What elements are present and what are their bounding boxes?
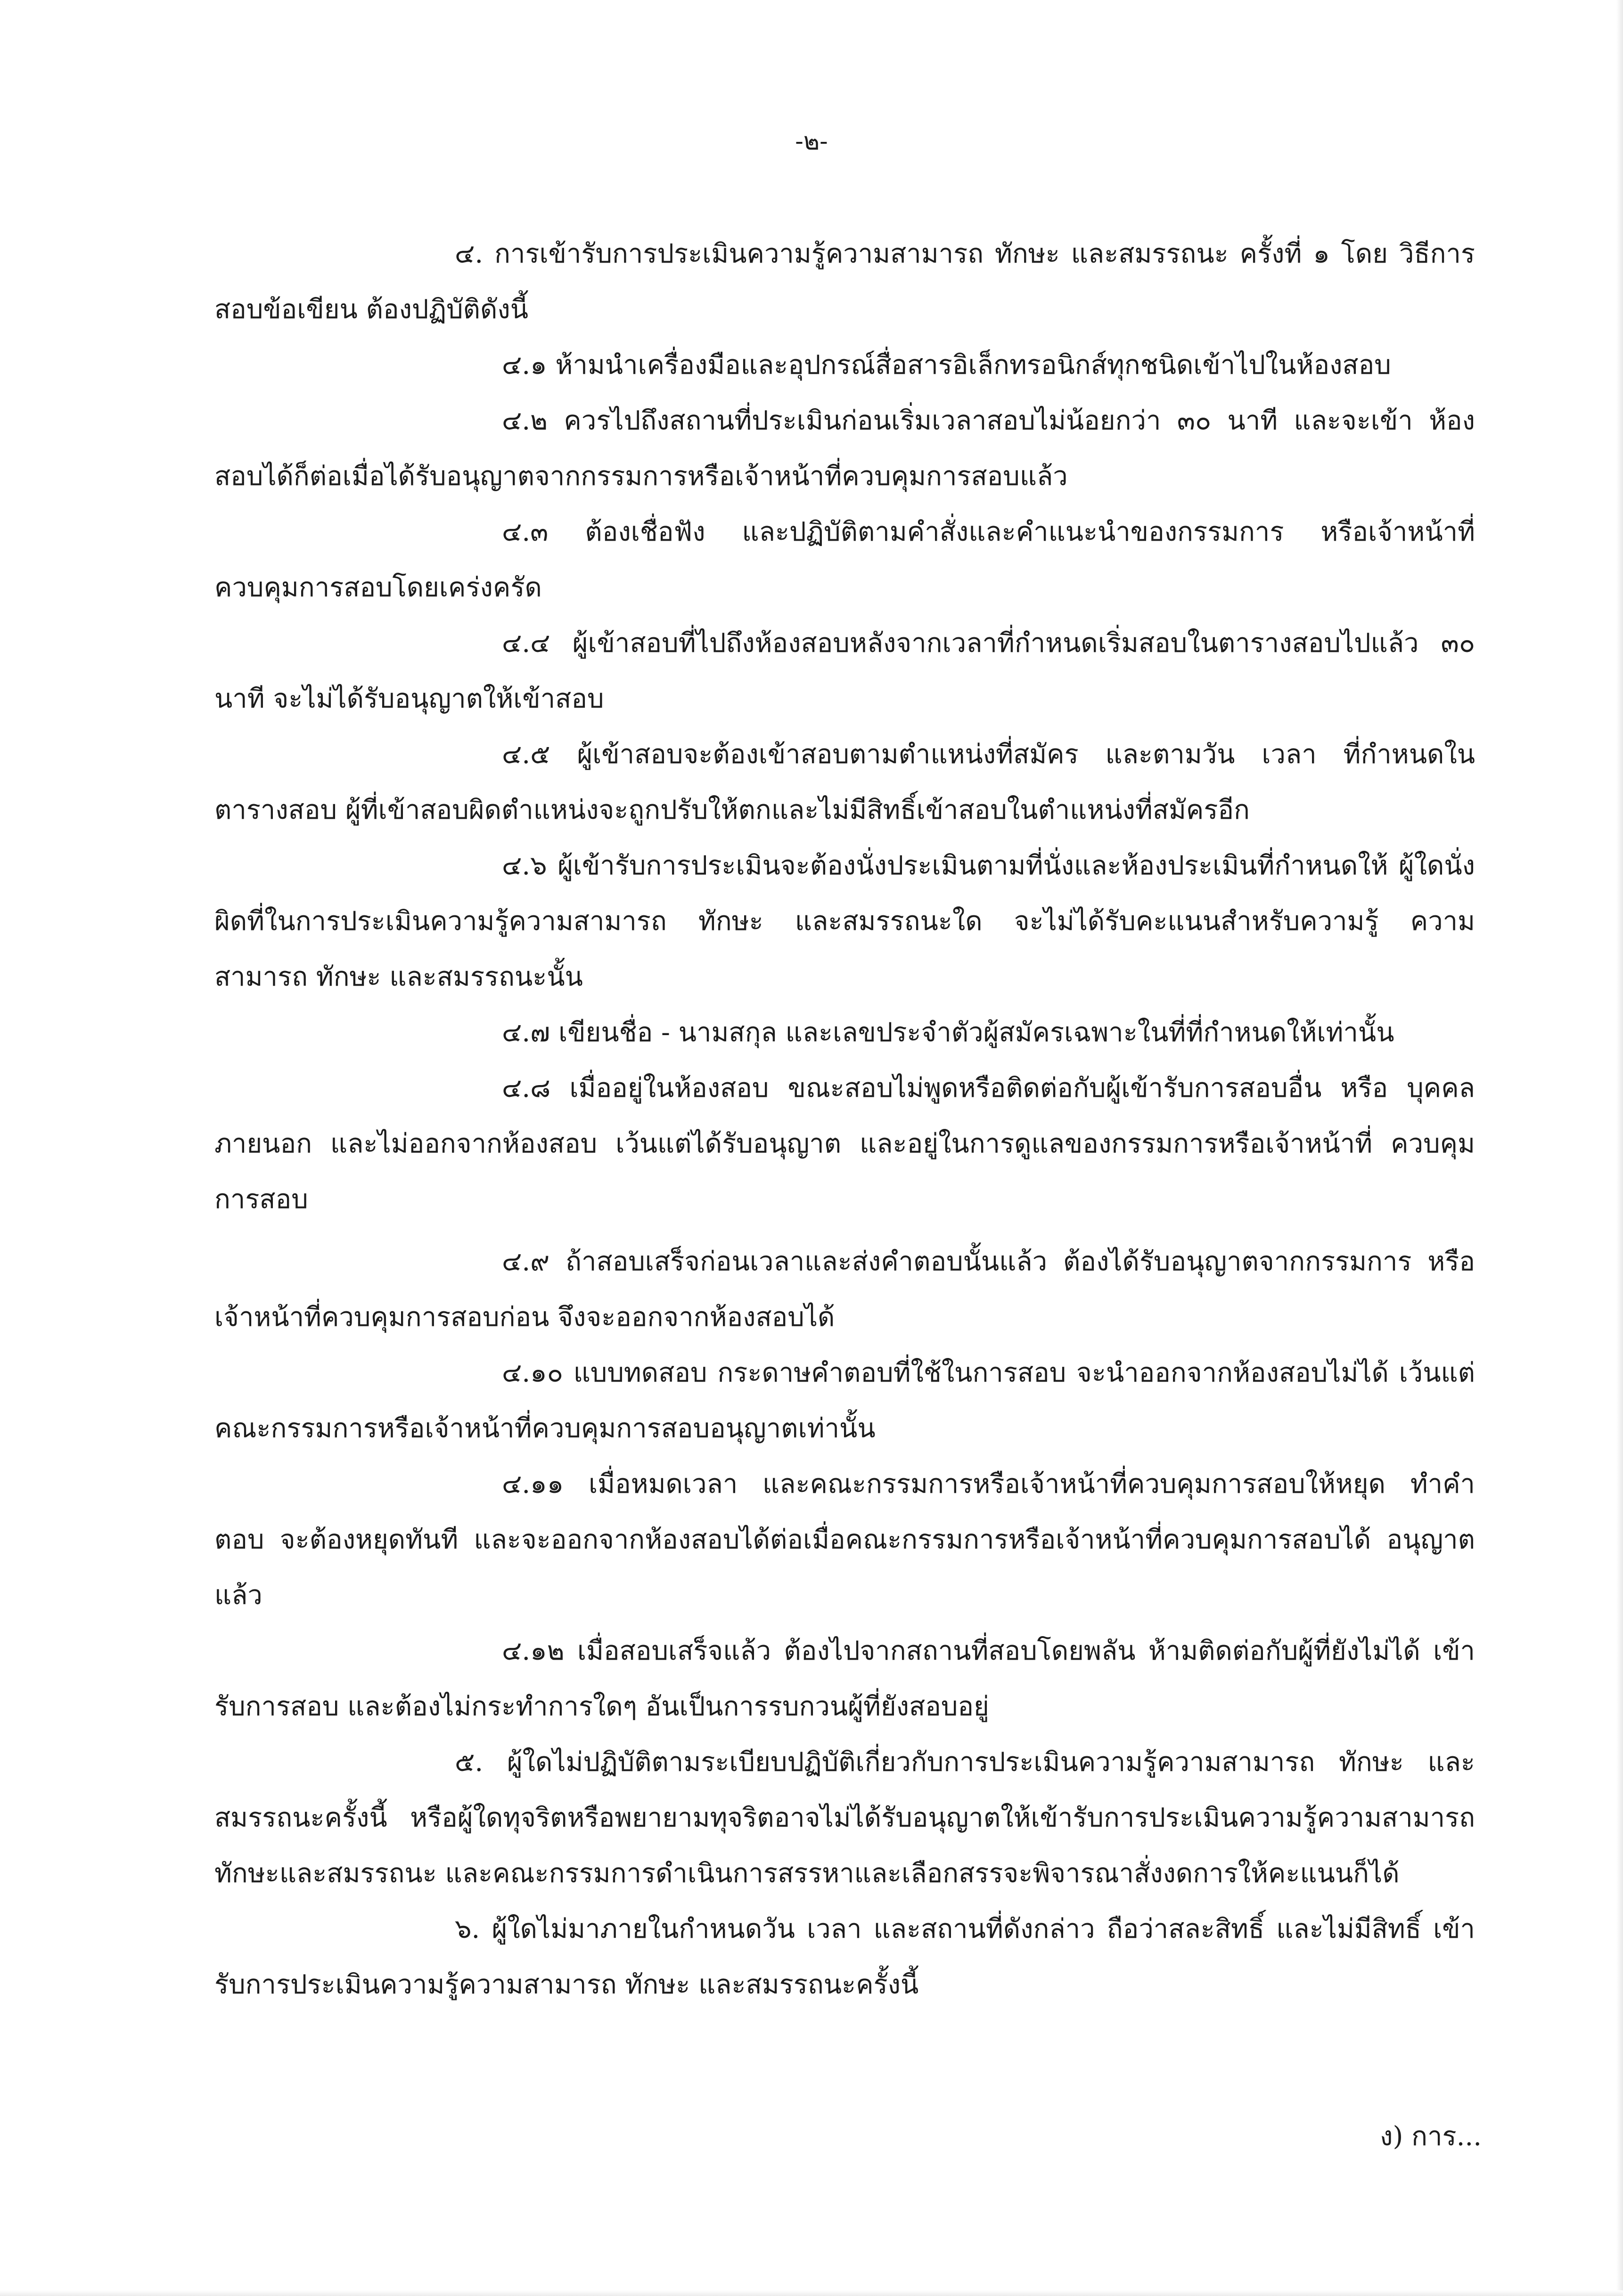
paragraph-4-5: ๔.๕ ผู้เข้าสอบจะต้องเข้าสอบตามตำแหน่งที่สมัคร และตามวัน เวลา ที่กำหนดใน ตารางสอบ ผู้ที่เข้าสอบผิดตำแหน่งจะถูกปรับให้ตกและไม่มีสิทธิ์เข้าสอบในตำแหน่งที่สมัครอีก bbox=[214, 739, 1475, 825]
paragraph-4: ๔. การเข้ารับการประเมินความรู้ความสามารถ ทักษะ และสมรรถนะ ครั้งที่ ๑ โดย วิธีการสอบข้อเขียน ต้องปฏิบัติดังนี้ bbox=[214, 239, 1475, 325]
page-number: -๒- bbox=[795, 127, 828, 156]
paragraph-4-4: ๔.๔ ผู้เข้าสอบที่ไปถึงห้องสอบหลังจากเวลาที่กำหนดเริ่มสอบในตารางสอบไปแล้ว ๓๐ นาที จะไม่ได้รับอนุญาตให้เข้าสอบ bbox=[214, 628, 1475, 714]
paragraph-4-9: ๔.๙ ถ้าสอบเสร็จก่อนเวลาและส่งคำตอบนั้นแล้ว ต้องได้รับอนุญาตจากกรรมการ หรือเจ้าหน้าที่ควบคุมการสอบก่อน จึงจะออกจากห้องสอบได้ bbox=[214, 1246, 1475, 1333]
document-body bbox=[214, 226, 1475, 2013]
paragraph-4-8: ๔.๘ เมื่ออยู่ในห้องสอบ ขณะสอบไม่พูดหรือติดต่อกับผู้เข้ารับการสอบอื่น หรือ บุคคลภายนอก และไม่ออกจากห้องสอบ เว้นแต่ได้รับอนุญาต และอยู่ในการดูแลของกรรมการหรือเจ้าหน้าที่ ควบคุมการสอบ bbox=[214, 1073, 1475, 1215]
continuation-marker: ง) การ... bbox=[1380, 2121, 1482, 2152]
scan-edge-bottom bbox=[0, 2290, 1623, 2296]
paragraph-4-2: ๔.๒ ควรไปถึงสถานที่ประเมินก่อนเริ่มเวลาสอบไม่น้อยกว่า ๓๐ นาที และจะเข้า ห้องสอบได้ก็ต่อเมื่อได้รับอนุญาตจากกรรมการหรือเจ้าหน้าที่ควบคุมการสอบแล้ว bbox=[214, 405, 1475, 492]
paragraph-4-1: ๔.๑ ห้ามนำเครื่องมือและอุปกรณ์สื่อสารอิเล็กทรอนิกส์ทุกชนิดเข้าไปในห้องสอบ bbox=[502, 350, 1391, 380]
scan-edge-right bbox=[1616, 0, 1623, 2296]
paragraph-4-11: ๔.๑๑ เมื่อหมดเวลา และคณะกรรมการหรือเจ้าหน้าที่ควบคุมการสอบให้หยุด ทำคำตอบ จะต้องหยุดทันที และจะออกจากห้องสอบได้ต่อเมื่อคณะกรรมการหรือเจ้าหน้าที่ควบคุมการสอบได้ อนุญาตแล้ว bbox=[214, 1469, 1475, 1611]
paragraph-5: ๕. ผู้ใดไม่ปฏิบัติตามระเบียบปฏิบัติเกี่ยวกับการประเมินความรู้ความสามารถ ทักษะ และ สมรรถนะครั้งนี้ หรือผู้ใดทุจริตหรือพยายามทุจริตอาจไม่ได้รับอนุญาตให้เข้ารับการประเมินความรู้ความสามารถ ทักษะและสมรรถนะ และคณะกรรมการดำเนินการสรรหาและเลือกสรรจะพิจารณาสั่งงดการให้คะแนนก็ได้ bbox=[214, 1747, 1475, 1889]
paragraph-6: ๖. ผู้ใดไม่มาภายในกำหนดวัน เวลา และสถานที่ดังกล่าว ถือว่าสละสิทธิ์ และไม่มีสิทธิ์ เข้ารับการประเมินความรู้ความสามารถ ทักษะ และสมรรถนะครั้งนี้ bbox=[214, 1914, 1475, 2000]
paragraph-4-10: ๔.๑๐ แบบทดสอบ กระดาษคำตอบที่ใช้ในการสอบ จะนำออกจากห้องสอบไม่ได้ เว้นแต่คณะกรรมการหรือเจ้าหน้าที่ควบคุมการสอบอนุญาตเท่านั้น bbox=[214, 1358, 1475, 1444]
paragraph-4-7: ๔.๗ เขียนชื่อ - นามสกุล และเลขประจำตัวผู้สมัครเฉพาะในที่ที่กำหนดให้เท่านั้น bbox=[502, 1017, 1394, 1048]
paragraph-4-3: ๔.๓ ต้องเชื่อฟัง และปฏิบัติตามคำสั่งและคำแนะนำของกรรมการ หรือเจ้าหน้าที่ ควบคุมการสอบโดยเคร่งครัด bbox=[214, 517, 1475, 603]
paragraph-4-6: ๔.๖ ผู้เข้ารับการประเมินจะต้องนั่งประเมินตามที่นั่งและห้องประเมินที่กำหนดให้ ผู้ใดนั่งผิดที่ในการประเมินความรู้ความสามารถ ทักษะ และสมรรถนะใด จะไม่ได้รับคะแนนสำหรับความรู้ ความสามารถ ทักษะ และสมรรถนะนั้น bbox=[214, 850, 1475, 992]
paragraph-4-12: ๔.๑๒ เมื่อสอบเสร็จแล้ว ต้องไปจากสถานที่สอบโดยพลัน ห้ามติดต่อกับผู้ที่ยังไม่ได้ เข้ารับการสอบ และต้องไม่กระทำการใดๆ อันเป็นการรบกวนผู้ที่ยังสอบอยู่ bbox=[214, 1636, 1475, 1722]
